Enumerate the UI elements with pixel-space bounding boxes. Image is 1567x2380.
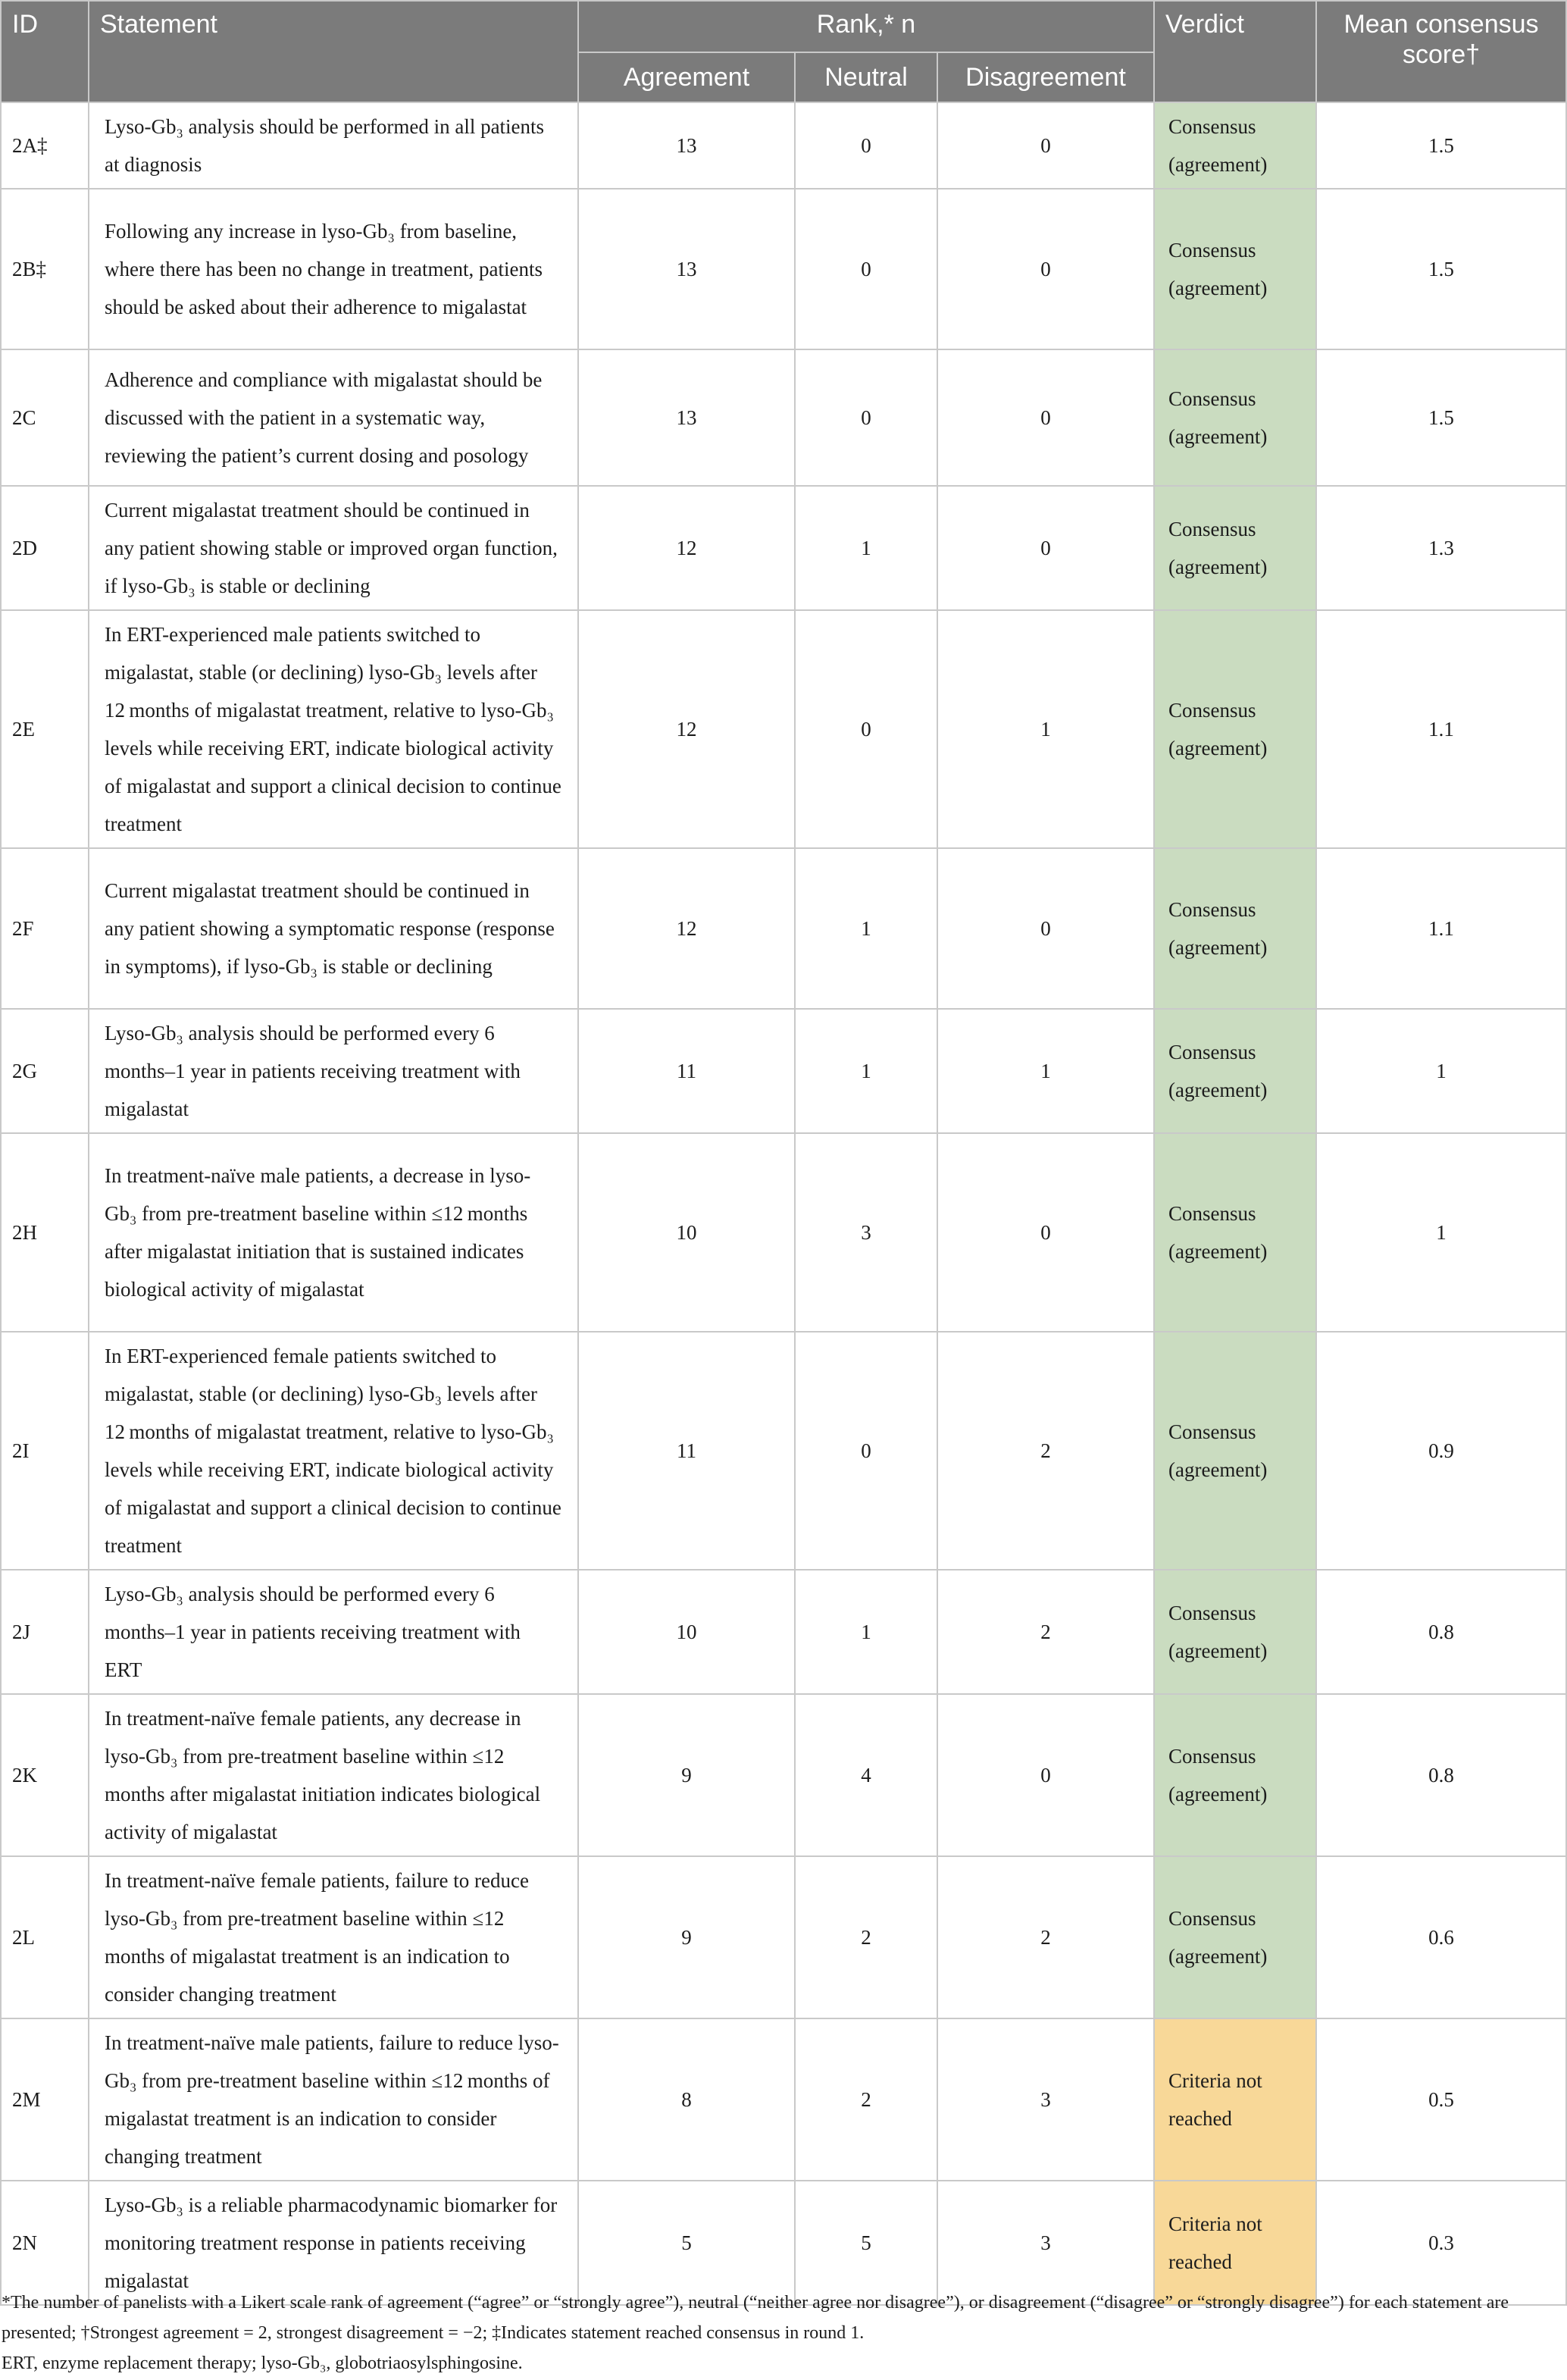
row-mean-score: 1: [1316, 1009, 1566, 1133]
row-agreement-count: 12: [578, 486, 795, 610]
row-agreement-count: 11: [578, 1009, 795, 1133]
row-verdict: Consensus (agreement): [1154, 1332, 1316, 1570]
row-disagreement-count: 0: [937, 486, 1154, 610]
header-neutral: Neutral: [795, 52, 937, 102]
row-agreement-count: 9: [578, 1694, 795, 1856]
row-verdict: Consensus (agreement): [1154, 189, 1316, 349]
row-mean-score: 0.9: [1316, 1332, 1566, 1570]
row-mean-score: 0.3: [1316, 2181, 1566, 2305]
row-statement: Following any increase in lyso-Gb₃ from baseline, where there has been no change in treatment, patients should be asked about their adherence to migalastat: [89, 189, 578, 349]
row-id: 2G: [1, 1009, 89, 1133]
table-row: [1, 1133, 1566, 1332]
footnote-symbols: *The number of panelists with a Likert scale rank of agreement (“agree” or “strongly agree”), neutral (“neither agree nor disagree”), or disagreement (“disagree” or “strongly disagree”) for each statement are presented; †Strongest agreement = 2, strongest disagreement = −2; ‡Indicates statement reached consensus in round 1.: [2, 2293, 1509, 2343]
table-row: [1, 349, 1566, 486]
row-neutral-count: 0: [795, 102, 937, 189]
table-row: [1, 610, 1566, 848]
row-statement: In treatment-naïve male patients, failure to reduce lyso-Gb₃ from pre-treatment baseline within ≤12 months of migalastat treatment is an indication to consider changing treatment: [89, 2018, 578, 2181]
row-agreement-count: 9: [578, 1856, 795, 2018]
row-id: 2N: [1, 2181, 89, 2305]
row-id: 2B‡: [1, 189, 89, 349]
row-agreement-count: 10: [578, 1570, 795, 1694]
row-statement: In treatment-naïve female patients, any decrease in lyso-Gb₃ from pre-treatment baseline within ≤12 months after migalastat initiation indicates biological activity of migalastat: [89, 1694, 578, 1856]
table-body: [1, 102, 1566, 2305]
row-statement: Lyso-Gb₃ analysis should be performed every 6 months–1 year in patients receiving treatment with ERT: [89, 1570, 578, 1694]
row-verdict: Consensus (agreement): [1154, 848, 1316, 1009]
row-disagreement-count: 0: [937, 189, 1154, 349]
header-mean-score: Mean consensus score†: [1316, 1, 1566, 102]
row-verdict: Consensus (agreement): [1154, 486, 1316, 610]
row-neutral-count: 0: [795, 1332, 937, 1570]
table-row: [1, 848, 1566, 1009]
table-row: [1, 102, 1566, 189]
row-disagreement-count: 1: [937, 1009, 1154, 1133]
row-disagreement-count: 0: [937, 1133, 1154, 1332]
row-statement: Current migalastat treatment should be continued in any patient showing stable or improved organ function, if lyso-Gb₃ is stable or declining: [89, 486, 578, 610]
header-statement: Statement: [89, 1, 578, 102]
row-neutral-count: 4: [795, 1694, 937, 1856]
row-disagreement-count: 2: [937, 1332, 1154, 1570]
row-agreement-count: 13: [578, 102, 795, 189]
table-footnotes: [2, 2288, 1562, 2378]
row-verdict: Consensus (agreement): [1154, 610, 1316, 848]
row-agreement-count: 13: [578, 189, 795, 349]
table-row: [1, 486, 1566, 610]
row-verdict: Consensus (agreement): [1154, 1856, 1316, 2018]
row-verdict: Consensus (agreement): [1154, 1133, 1316, 1332]
row-agreement-count: 8: [578, 2018, 795, 2181]
row-mean-score: 1: [1316, 1133, 1566, 1332]
row-id: 2E: [1, 610, 89, 848]
row-id: 2M: [1, 2018, 89, 2181]
row-agreement-count: 11: [578, 1332, 795, 1570]
row-disagreement-count: 2: [937, 1570, 1154, 1694]
row-neutral-count: 2: [795, 2018, 937, 2181]
row-mean-score: 0.8: [1316, 1570, 1566, 1694]
row-disagreement-count: 3: [937, 2181, 1154, 2305]
row-disagreement-count: 2: [937, 1856, 1154, 2018]
table-row: [1, 1332, 1566, 1570]
header-disagreement: Disagreement: [937, 52, 1154, 102]
table-row: [1, 1856, 1566, 2018]
table-row: [1, 2181, 1566, 2305]
row-neutral-count: 1: [795, 1009, 937, 1133]
row-statement: Current migalastat treatment should be continued in any patient showing a symptomatic response (response in symptoms), if lyso-Gb₃ is stable or declining: [89, 848, 578, 1009]
row-disagreement-count: 3: [937, 2018, 1154, 2181]
row-statement: Lyso-Gb₃ analysis should be performed in all patients at diagnosis: [89, 102, 578, 189]
row-mean-score: 1.1: [1316, 848, 1566, 1009]
row-statement: In treatment-naïve male patients, a decrease in lyso-Gb₃ from pre-treatment baseline within ≤12 months after migalastat initiation that is sustained indicates biological activity of migalastat: [89, 1133, 578, 1332]
footnote-abbreviations: ERT, enzyme replacement therapy; lyso-Gb₃, globotriaosylsphingosine.: [2, 2353, 523, 2373]
header-rank: Rank,* n: [578, 1, 1154, 52]
row-id: 2I: [1, 1332, 89, 1570]
row-mean-score: 1.1: [1316, 610, 1566, 848]
row-disagreement-count: 0: [937, 102, 1154, 189]
row-agreement-count: 5: [578, 2181, 795, 2305]
row-neutral-count: 1: [795, 848, 937, 1009]
table-row: [1, 1694, 1566, 1856]
row-statement: Lyso-Gb₃ is a reliable pharmacodynamic biomarker for monitoring treatment response in patients receiving migalastat: [89, 2181, 578, 2305]
row-neutral-count: 0: [795, 610, 937, 848]
row-verdict: Criteria not reached: [1154, 2018, 1316, 2181]
row-verdict: Consensus (agreement): [1154, 1009, 1316, 1133]
row-neutral-count: 2: [795, 1856, 937, 2018]
row-disagreement-count: 0: [937, 1694, 1154, 1856]
row-id: 2J: [1, 1570, 89, 1694]
row-id: 2C: [1, 349, 89, 486]
row-verdict: Consensus (agreement): [1154, 1694, 1316, 1856]
row-statement: In ERT-experienced male patients switched to migalastat, stable (or declining) lyso-Gb₃ levels after 12 months of migalastat treatment, relative to lyso-Gb₃ levels while receiving ERT, indicate biological activity of migalastat and support a clinical decision to continue treatment: [89, 610, 578, 848]
row-id: 2H: [1, 1133, 89, 1332]
row-agreement-count: 12: [578, 848, 795, 1009]
row-id: 2D: [1, 486, 89, 610]
row-statement: Adherence and compliance with migalastat should be discussed with the patient in a systematic way, reviewing the patient’s current dosing and posology: [89, 349, 578, 486]
header-id: ID: [1, 1, 89, 102]
row-neutral-count: 1: [795, 486, 937, 610]
row-mean-score: 0.5: [1316, 2018, 1566, 2181]
row-mean-score: 0.8: [1316, 1694, 1566, 1856]
row-statement: In treatment-naïve female patients, failure to reduce lyso-Gb₃ from pre-treatment baseline within ≤12 months of migalastat treatment is an indication to consider changing treatment: [89, 1856, 578, 2018]
row-neutral-count: 1: [795, 1570, 937, 1694]
row-neutral-count: 3: [795, 1133, 937, 1332]
row-id: 2K: [1, 1694, 89, 1856]
table-row: [1, 189, 1566, 349]
table-row: [1, 1570, 1566, 1694]
row-disagreement-count: 0: [937, 848, 1154, 1009]
row-verdict: Consensus (agreement): [1154, 1570, 1316, 1694]
row-agreement-count: 10: [578, 1133, 795, 1332]
row-agreement-count: 13: [578, 349, 795, 486]
header-agreement: Agreement: [578, 52, 795, 102]
row-id: 2A‡: [1, 102, 89, 189]
row-id: 2F: [1, 848, 89, 1009]
row-neutral-count: 0: [795, 349, 937, 486]
row-mean-score: 0.6: [1316, 1856, 1566, 2018]
row-mean-score: 1.5: [1316, 102, 1566, 189]
row-id: 2L: [1, 1856, 89, 2018]
table-row: [1, 1009, 1566, 1133]
row-disagreement-count: 0: [937, 349, 1154, 486]
row-mean-score: 1.5: [1316, 189, 1566, 349]
header-verdict: Verdict: [1154, 1, 1316, 102]
row-disagreement-count: 1: [937, 610, 1154, 848]
row-neutral-count: 0: [795, 189, 937, 349]
row-neutral-count: 5: [795, 2181, 937, 2305]
row-statement: In ERT-experienced female patients switched to migalastat, stable (or declining) lyso-Gb₃ levels after 12 months of migalastat treatment, relative to lyso-Gb₃ levels while receiving ERT, indicate biological activity of migalastat and support a clinical decision to continue treatment: [89, 1332, 578, 1570]
row-verdict: Consensus (agreement): [1154, 349, 1316, 486]
row-verdict: Consensus (agreement): [1154, 102, 1316, 189]
row-agreement-count: 12: [578, 610, 795, 848]
table-row: [1, 2018, 1566, 2181]
row-mean-score: 1.5: [1316, 349, 1566, 486]
row-mean-score: 1.3: [1316, 486, 1566, 610]
row-verdict: Criteria not reached: [1154, 2181, 1316, 2305]
row-statement: Lyso-Gb₃ analysis should be performed every 6 months–1 year in patients receiving treatment with migalastat: [89, 1009, 578, 1133]
